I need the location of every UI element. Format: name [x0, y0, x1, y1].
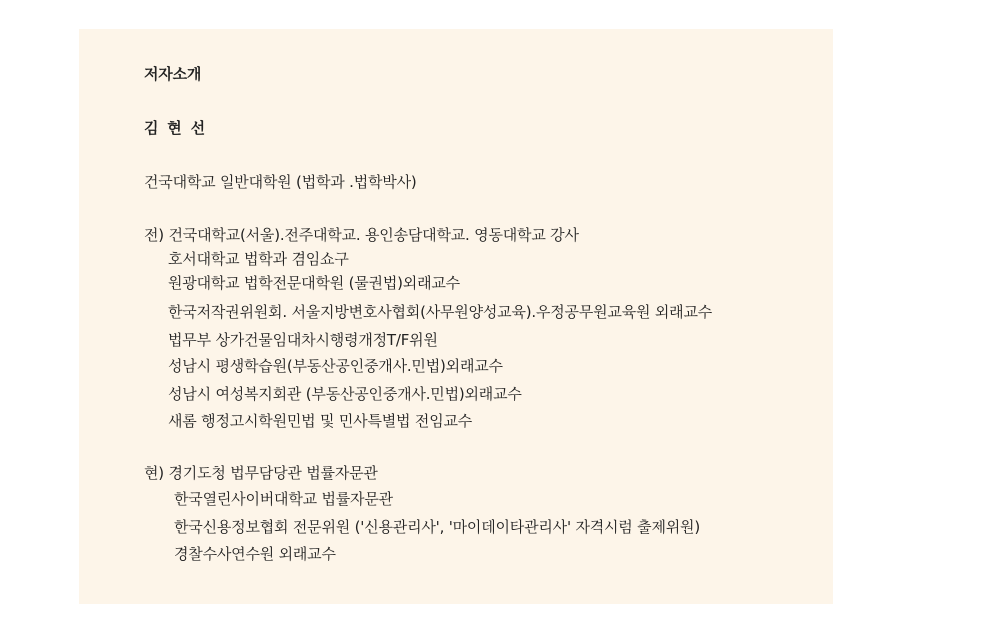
former-position-item: 성남시 여성복지회관 (부동산공인중개사.민법)외래교수: [168, 385, 522, 403]
current-position-item: 경찰수사연수원 외래교수: [174, 545, 336, 563]
former-position-item: 전) 건국대학교(서울).전주대학교. 용인송담대학교. 영동대학교 강사: [144, 226, 579, 244]
education-line: 건국대학교 일반대학원 (법학과 .법학박사): [144, 173, 417, 191]
current-position-item: 한국신용정보협회 전문위원 ('신용관리사', '마이데이타관리사' 자격시럼 출제위원): [174, 518, 700, 536]
current-position-item: 한국열린사이버대학교 법률자문관: [174, 490, 393, 508]
former-position-item: 법무부 상가건물임대차시행령개정T/F위원: [168, 331, 438, 349]
former-position-item: 원광대학교 법학전문대학원 (물권법)외래교수: [168, 274, 460, 292]
former-position-item: 새롬 행정고시학원민법 및 민사특별법 전임교수: [168, 412, 473, 430]
former-position-item: 호서대학교 법학과 겸임쇼구: [168, 250, 349, 268]
author-name: 김 현 선: [144, 119, 205, 137]
current-position-item: 현) 경기도청 법무담당관 법률자문관: [144, 464, 378, 482]
former-position-item: 성남시 평생학습원(부동산공인중개사.민법)외래교수: [168, 357, 503, 375]
section-heading: 저자소개: [144, 65, 202, 83]
former-position-item: 한국저작권위원회. 서울지방변호사협회(사무원양성교육).우정공무원교육원 외래교수: [168, 303, 713, 321]
author-intro-panel: [79, 29, 833, 604]
